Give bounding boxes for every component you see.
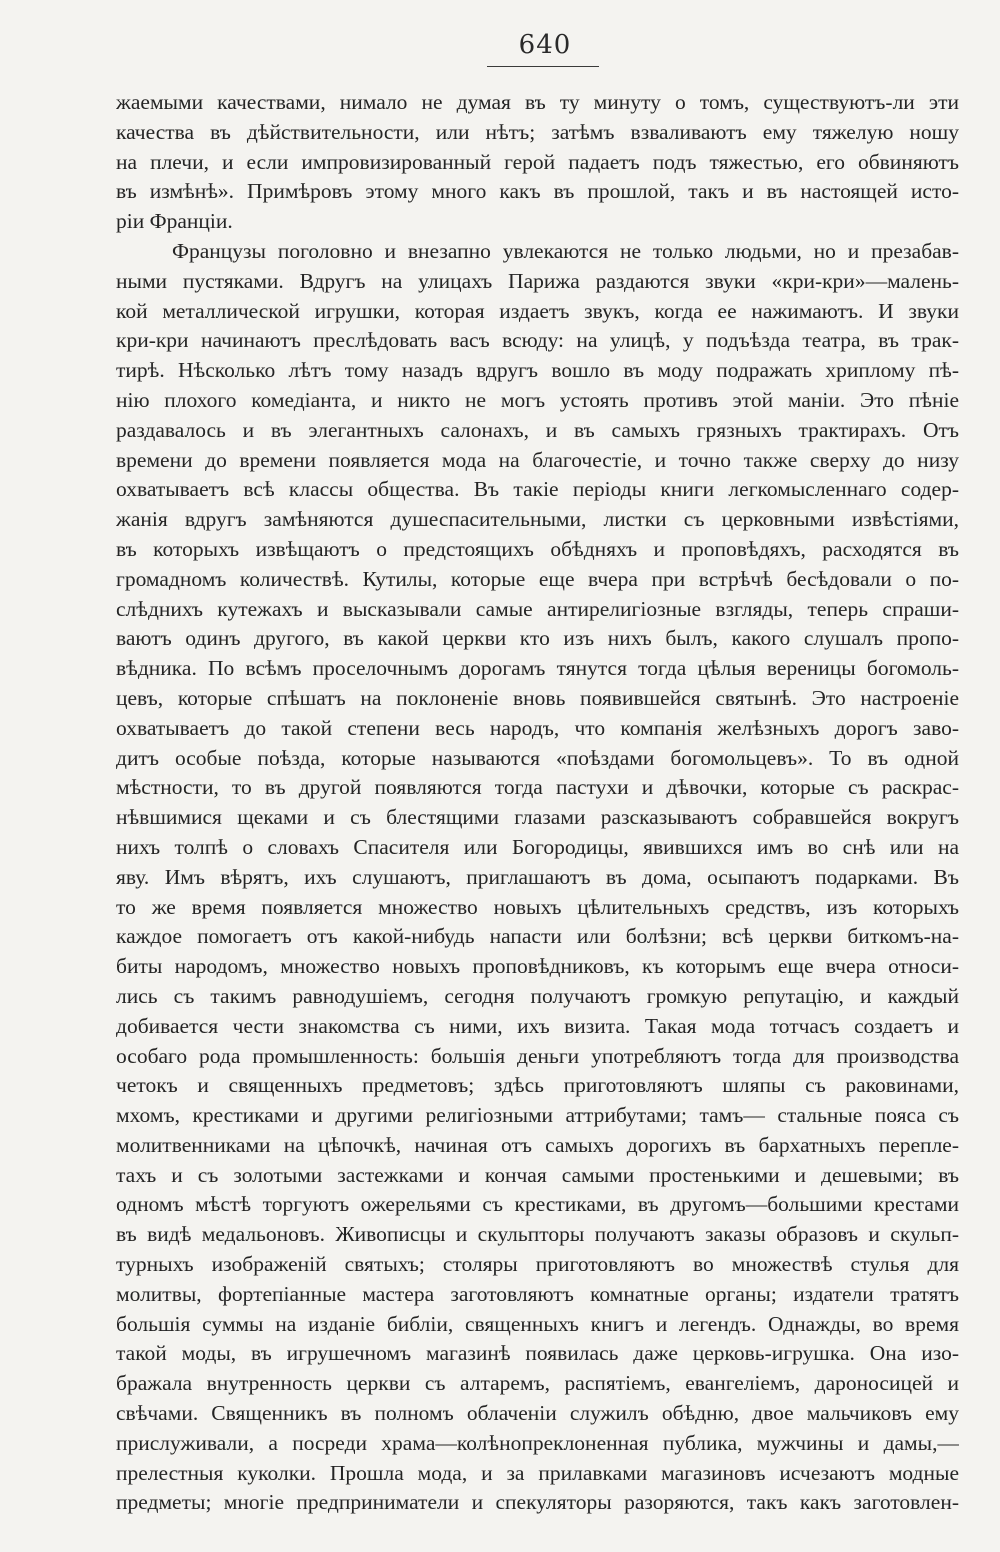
- text-line: прелестныя куколки. Прошла мода, и за прилавками магазиновъ исчезаютъ модные: [116, 1460, 959, 1485]
- text-line: громадномъ количествѣ. Кутилы, которые еще вчера при встрѣчѣ бесѣдовали о по-: [116, 566, 959, 591]
- text-line: слѣднихъ кутежахъ и высказывали самые антирелигіозные взгляды, теперь спраши-: [116, 596, 959, 621]
- text-line: яву. Имъ вѣрятъ, ихъ слушаютъ, приглашаютъ въ дома, осыпаютъ подарками. Въ: [116, 864, 959, 889]
- text-line: времени до времени появляется мода на благочестіе, и точно также сверху до низу: [116, 447, 959, 472]
- text-line: Французы поголовно и внезапно увлекаются не только людьми, но и презабав-: [172, 238, 959, 263]
- text-line: турныхъ изображеній святыхъ; столяры приготовляютъ во множествѣ стулья для: [116, 1252, 959, 1277]
- text-line: предметы; многіе предприниматели и спекуляторы разоряются, такъ какъ заготовлен-: [116, 1490, 959, 1515]
- text-line: раздавалось и въ элегантныхъ салонахъ, и въ самыхъ грязныхъ трактирахъ. Отъ: [116, 417, 959, 442]
- page-number-rule: [487, 66, 599, 67]
- text-line: тахъ и съ золотыми застежками и кончая самыми простенькими и дешевыми; въ: [116, 1162, 959, 1187]
- text-line: молитвенниками на цѣпочкѣ, начиная отъ самыхъ дорогихъ въ бархатныхъ перепле-: [116, 1132, 959, 1157]
- text-line: тирѣ. Нѣсколько лѣтъ тому назадъ вдругъ вошло въ моду подражать хриплому пѣ-: [116, 358, 959, 383]
- text-line: цевъ, которые спѣшатъ на поклоненіе вновь появившейся святынѣ. Это настроеніе: [116, 685, 959, 710]
- text-line: то же время появляется множество новыхъ цѣлительныхъ средствъ, изъ которыхъ: [116, 894, 959, 919]
- text-line: жанія вдругъ замѣняются душеспасительными, листки съ церковными извѣстіями,: [116, 507, 959, 532]
- text-line: молитвы, фортепіанные мастера заготовляютъ комнатные органы; издатели тратятъ: [116, 1281, 959, 1306]
- text-line: свѣчами. Священникъ въ полномъ облаченіи служилъ обѣдню, двое мальчиковъ ему: [116, 1401, 959, 1426]
- paragraph: [116, 88, 959, 237]
- text-line: мѣстности, то въ другой появляются тогда пастухи и дѣвочки, которые съ раскрас-: [116, 775, 959, 800]
- text-line: вѣдника. По всѣмъ проселочнымъ дорогамъ тянутся тогда цѣлыя вереницы богомоль-: [116, 656, 959, 681]
- text-line: кой металлической игрушки, которая издаетъ звукъ, когда ее нажимаютъ. И звуки: [116, 298, 959, 323]
- text-line: такой моды, въ игрушечномъ магазинѣ появилась даже церковь-игрушка. Она изо-: [116, 1341, 959, 1366]
- text-line: добивается чести знакомства съ ними, ихъ визита. Такая мода тотчасъ создаетъ и: [116, 1013, 959, 1038]
- text-line: бражала внутренность церкви съ алтаремъ, распятіемъ, евангеліемъ, дароносицей и: [116, 1371, 959, 1396]
- text-line: ріи Франціи.: [116, 209, 233, 234]
- text-line: нѣвшимися щеками и съ блестящими глазами разсказываютъ собравшейся вокругъ: [116, 805, 959, 830]
- text-line: въ измѣнѣ». Примѣровъ этому много какъ въ прошлой, такъ и въ настоящей исто-: [116, 179, 959, 204]
- text-line: одномъ мѣстѣ торгуютъ ожерельями съ крестиками, въ другомъ—большими крестами: [116, 1192, 959, 1217]
- body-text: [116, 88, 959, 1518]
- text-line: кри-кри начинаютъ преслѣдовать васъ всюду: на улицѣ, у подъѣзда театра, въ трак-: [116, 328, 959, 353]
- text-line: каждое помогаетъ отъ какой-нибудь напасти или болѣзни; всѣ церкви биткомъ-на-: [116, 924, 959, 949]
- text-line: качества въ дѣйствительности, или нѣтъ; затѣмъ взваливаютъ ему тяжелую ношу: [116, 119, 959, 144]
- text-line: ваютъ одинъ другого, въ какой церкви кто изъ нихъ былъ, какого слушалъ пропо-: [116, 626, 959, 651]
- text-line: охватываетъ до такой степени весь народъ, что компанія желѣзныхъ дорогъ заво-: [116, 715, 959, 740]
- text-line: лись съ такимъ равнодушіемъ, сегодня получаютъ громкую репутацію, и каждый: [116, 983, 959, 1008]
- text-line: большія суммы на изданіе библіи, священныхъ книгъ и легендъ. Однажды, во время: [116, 1311, 959, 1336]
- text-line: прислуживали, а посреди храма—колѣнопреклоненная публика, мужчины и дамы,—: [116, 1430, 959, 1455]
- text-line: дитъ особые поѣзда, которые называются «поѣздами богомольцевъ». То въ одной: [116, 745, 959, 770]
- page-number: 640: [518, 30, 572, 60]
- text-line: жаемыми качествами, нимало не думая въ ту минуту о томъ, существуютъ-ли эти: [116, 90, 959, 114]
- text-line: нихъ толпѣ о словахъ Спасителя или Богородицы, явившихся имъ во снѣ или на: [116, 834, 959, 859]
- text-line: ными пустяками. Вдругъ на улицахъ Парижа раздаются звуки «кри-кри»—малень-: [116, 268, 959, 293]
- text-line: биты народомъ, множество новыхъ проповѣдниковъ, къ которымъ еще вчера относи-: [116, 954, 959, 979]
- text-line: мхомъ, крестиками и другими религіозными аттрибутами; тамъ— стальные пояса съ: [116, 1103, 959, 1128]
- text-line: на плечи, и если импровизированный герой падаетъ подъ тяжестью, его обвиняютъ: [116, 149, 959, 174]
- paragraph: [116, 237, 959, 1518]
- text-line: особаго рода промышленность: большія деньги употребляютъ тогда для производства: [116, 1043, 959, 1068]
- text-line: четокъ и священныхъ предметовъ; здѣсь приготовляютъ шляпы съ раковинами,: [116, 1073, 959, 1098]
- text-line: въ которыхъ извѣщаютъ о предстоящихъ обѣдняхъ и проповѣдяхъ, расходятся въ: [116, 536, 959, 561]
- text-line: нію плохого комедіанта, и никто не могъ устоять противъ этой маніи. Это пѣніе: [116, 387, 959, 412]
- text-line: въ видѣ медальоновъ. Живописцы и скульпторы получаютъ заказы образовъ и скульп-: [116, 1222, 959, 1247]
- text-line: охватываетъ всѣ классы общества. Въ такіе періоды книги легкомысленнаго содер-: [116, 477, 959, 502]
